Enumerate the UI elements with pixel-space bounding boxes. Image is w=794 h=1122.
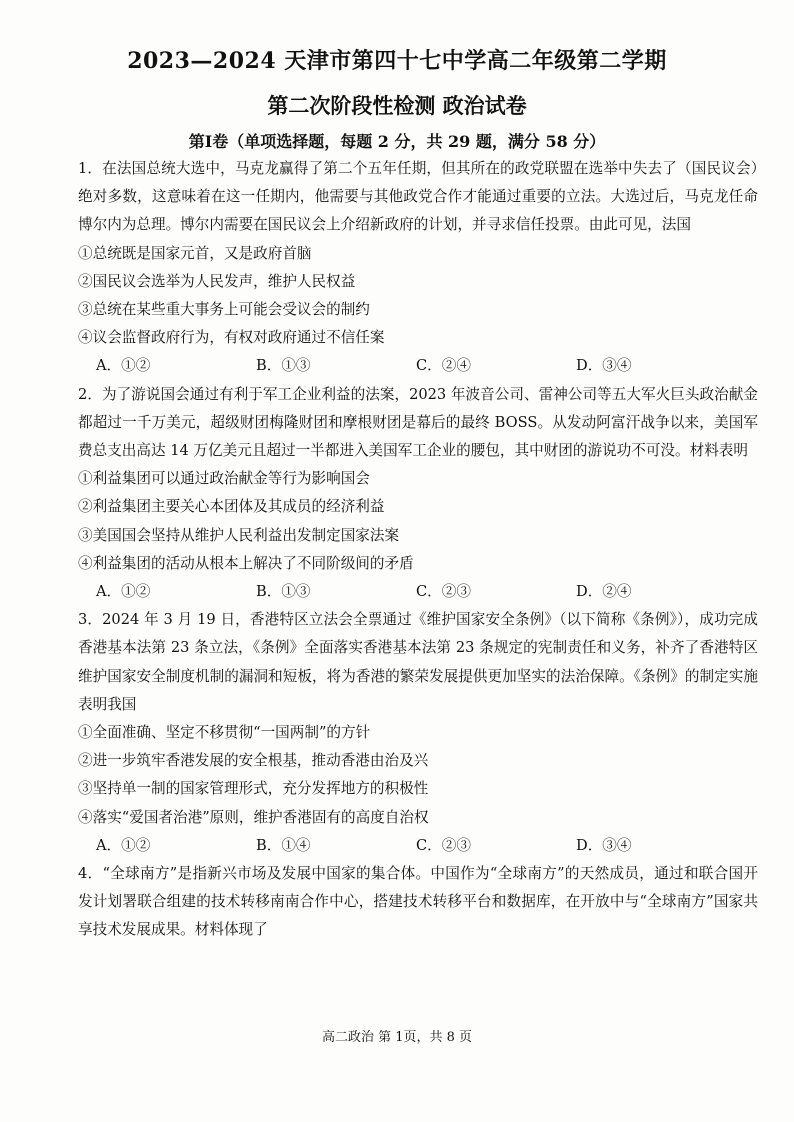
question-stem: 4．“全球南方”是指新兴市场及发展中国家的集合体。中国作为“全球南方”的天然成员，通过和联合国开发计划署联合组建的技术转移南南合作中心，搭建技术转移平台和数据库，在开放中与“全球南方”国家共享技术发展成果。材料体现了	[78, 865, 758, 939]
statement-option: ③总统在某些重大事务上可能会受议会的制约	[78, 301, 370, 319]
statement-option: ②进一步筑牢香港发展的安全根基，推动香港由治及兴	[78, 752, 429, 770]
statement-option: ③美国国会坚持从维护人民利益出发制定国家法案	[78, 526, 400, 544]
choice-c: C．②③	[416, 583, 471, 601]
choice-a: A．①②	[96, 836, 151, 854]
choice-b: B．①④	[256, 836, 311, 854]
choice-d: D．③④	[576, 357, 632, 375]
statement-option: ④利益集团的活动从根本上解决了不同阶级间的矛盾	[78, 554, 414, 572]
answer-choices	[78, 832, 758, 860]
section-header: 第Ⅰ卷（单项选择题，每题 2 分，共 29 题，满分 58 分）	[188, 132, 606, 151]
choice-b: B．①③	[256, 357, 311, 375]
question-2	[78, 381, 758, 607]
question-stem: 1．在法国总统大选中，马克龙赢得了第二个五年任期，但其所在的政党联盟在选举中失去了（国民议会）绝对多数，这意味着在这一任期内，他需要与其他政党合作才能通过重要的立法。大选过后，马克龙任命博尔内为总理。博尔内需要在国民议会上介绍新政府的计划，并寻求信任投票。由此可见，法国	[78, 160, 758, 234]
choice-b: B．①③	[256, 583, 311, 601]
statement-option: ②国民议会选举为人民发声，维护人民权益	[78, 272, 356, 290]
page-footer: 高二政治 第 1页，共 8 页	[321, 1030, 473, 1045]
statement-option: ①全面准确、坚定不移贯彻“一国两制”的方针	[78, 724, 371, 742]
statement-option: ①利益集团可以通过政治献金等行为影响国会	[78, 470, 370, 488]
question-stem: 3．2024 年 3 月 19 日，香港特区立法会全票通过《维护国家安全条例》（以下简称《条例》），成功完成香港基本法第 23 条立法，《条例》全面落实香港基本法第 23 条规定的宪制责任和义务，补齐了香港特区维护国家安全制度机制的漏洞和短板，将为香港的繁荣发展提供更加坚实的法治保障。《条例》的制定实施表明我国	[78, 611, 758, 713]
statement-option: ②利益集团主要关心本团体及其成员的经济利益	[78, 498, 385, 516]
exam-title: 2023—2024 天津市第四十七中学高二年级第二学期	[127, 48, 667, 74]
question-list	[78, 155, 758, 945]
question-4	[78, 860, 758, 945]
choice-c: C．②③	[416, 836, 471, 854]
exam-subtitle: 第二次阶段性检测 政治试卷	[267, 93, 527, 118]
choice-a: A．①②	[96, 357, 151, 375]
choice-d: D．③④	[576, 836, 632, 854]
statement-option: ①总统既是国家元首，又是政府首脑	[78, 244, 312, 262]
choice-a: A．①②	[96, 583, 151, 601]
question-stem: 2．为了游说国会通过有利于军工企业利益的法案，2023 年波音公司、雷神公司等五大军火巨头政治献金都超过一千万美元，超级财团梅隆财团和摩根财团是幕后的最终 BOSS。从发动阿富汗战争以来，美国军费总支出高达 14 万亿美元且超过一半都进入美国军工企业的腰包，其中财团的游说功不可没。材料表明	[78, 385, 758, 460]
question-1	[78, 155, 758, 381]
statement-option: ④落实“爱国者治港”原则，维护香港固有的高度自治权	[78, 808, 429, 826]
choice-c: C．②④	[416, 357, 471, 375]
answer-choices	[78, 352, 758, 380]
statement-option: ③坚持单一制的国家管理形式，充分发挥地方的积极性	[78, 780, 429, 798]
question-3	[78, 606, 758, 860]
statement-option: ④议会监督政府行为，有权对政府通过不信任案	[78, 329, 385, 347]
answer-choices	[78, 578, 758, 606]
choice-d: D．②④	[576, 583, 632, 601]
